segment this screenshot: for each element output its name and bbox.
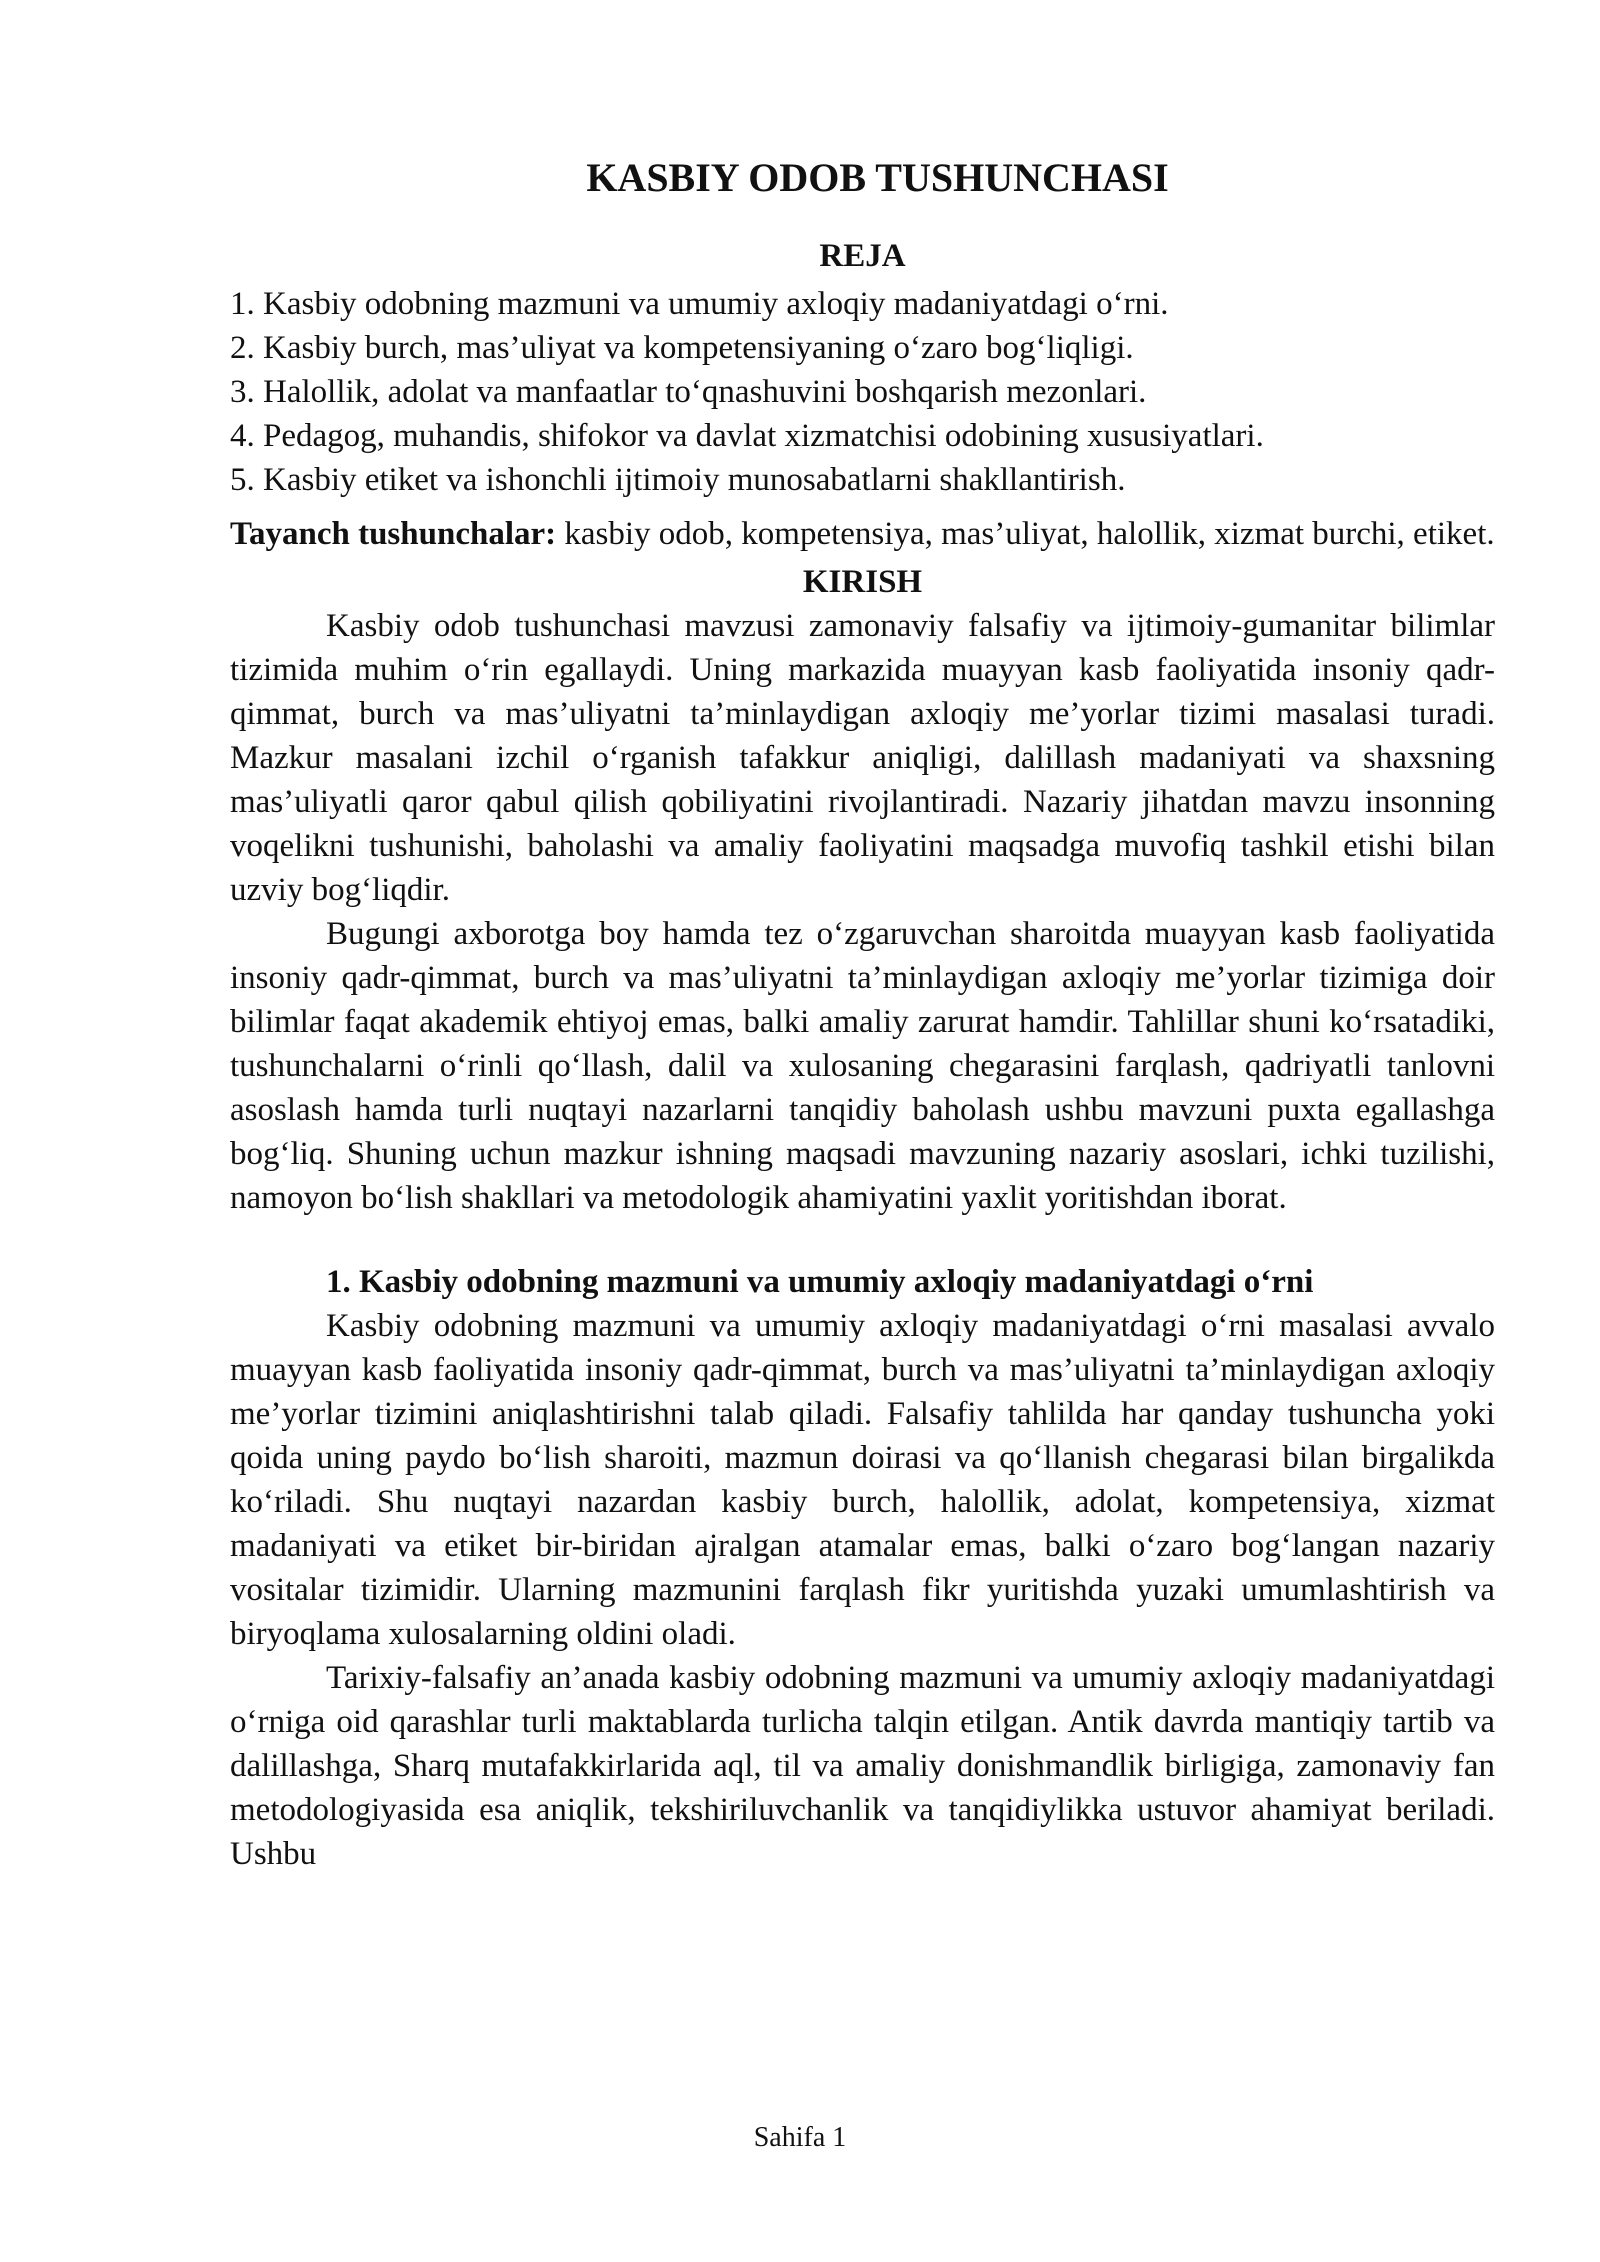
plan-item: 1. Kasbiy odobning mazmuni va umumiy axloqiy madaniyatdagi o‘rni. [230, 286, 1169, 322]
section-spacer [230, 1220, 1495, 1260]
section-1-paragraph: Tarixiy-falsafiy an’anada kasbiy odobning mazmuni va umumiy axloqiy madaniyatdagi o‘rniga oid qarashlar turli maktablarda turlicha talqin etilgan. Antik davrda mantiqiy tartib va dalillashga, Sharq mutafakkirlarida aql, til va amaliy donishmandlik birligiga, zamonaviy fan metodologiyasida esa aniqlik, tekshiriluvchanlik va tanqidiylikka ustuvor ahamiyat beriladi. Ushbu [230, 1660, 1495, 1872]
introduction-paragraph: Kasbiy odob tushunchasi mavzusi zamonaviy falsafiy va ijtimoiy-gumanitar bilimlar tizimida muhim o‘rin egallaydi. Uning markazida muayyan kasb faoliyatida insoniy qadr-qimmat, burch va mas’uliyatni ta’minlaydigan axloqiy me’yorlar tizimi masalasi turadi. Mazkur masalani izchil o‘rganish tafakkur aniqligi, dalillash madaniyati va shaxsning mas’uliyatli qaror qabul qilish qobiliyatini rivojlantiradi. Nazariy jihatdan mavzu insonning voqelikni tushunishi, baholashi va amaliy faoliyatini maqsadga muvofiq tashkil etishi bilan uzviy bog‘liqdir. [230, 608, 1495, 908]
plan-item: 3. Halollik, adolat va manfaatlar to‘qnashuvini boshqarish mezonlari. [230, 374, 1147, 410]
plan-list [230, 282, 1495, 502]
plan-item: 4. Pedagog, muhandis, shifokor va davlat xizmatchisi odobining xususiyatlari. [230, 418, 1264, 454]
page-number: Sahifa 1 [753, 2122, 847, 2153]
keywords-label: Tayanch tushunchalar: [230, 516, 557, 552]
document-title: KASBIY ODOB TUSHUNCHASI [586, 155, 1169, 200]
plan-item: 2. Kasbiy burch, mas’uliyat va kompetensiyaning o‘zaro bog‘liqligi. [230, 330, 1134, 366]
document-page [230, 150, 1495, 1876]
introduction-heading: KIRISH [802, 564, 923, 600]
introduction-paragraph: Bugungi axborotga boy hamda tez o‘zgaruvchan sharoitda muayyan kasb faoliyatida insoniy qadr-qimmat, burch va mas’uliyatni ta’minlaydigan axloqiy me’yorlar tizimiga doir bilimlar faqat akademik ehtiyoj emas, balki amaliy zarurat hamdir. Tahlillar shuni ko‘rsatadiki, tushunchalarni o‘rinli qo‘llash, dalil va xulosaning chegarasini farqlash, qadriyatli tanlovni asoslash hamda turli nuqtayi nazarlarni tanqidiy baholash ushbu mavzuni puxta egallashga bog‘liq. Shuning uchun mazkur ishning maqsadi mavzuning nazariy asoslari, ichki tuzilishi, namoyon bo‘lish shakllari va metodologik ahamiyatini yaxlit yoritishdan iborat. [230, 916, 1495, 1216]
plan-item: 5. Kasbiy etiket va ishonchli ijtimoiy munosabatlarni shakllantirish. [230, 462, 1126, 498]
section-1-paragraph: Kasbiy odobning mazmuni va umumiy axloqiy madaniyatdagi o‘rni masalasi avvalo muayyan kasb faoliyatida insoniy qadr-qimmat, burch va mas’uliyatni ta’minlaydigan axloqiy me’yorlar tizimini aniqlashtirishni talab qiladi. Falsafiy tahlilda har qanday tushuncha yoki qoida uning paydo bo‘lish sharoiti, mazmun doirasi va qo‘llanish chegarasi bilan birgalikda ko‘riladi. Shu nuqtayi nazardan kasbiy burch, halollik, adolat, kompetensiya, xizmat madaniyati va etiket bir-biridan ajralgan atamalar emas, balki o‘zaro bog‘langan nazariy vositalar tizimidir. Ularning mazmunini farqlash fikr yuritishda yuzaki umumlashtirish va biryoqlama xulosalarning oldini oladi. [230, 1308, 1495, 1652]
keywords-text: kasbiy odob, kompetensiya, mas’uliyat, halollik, xizmat burchi, etiket. [556, 516, 1495, 552]
plan-heading: REJA [819, 238, 906, 274]
keywords-paragraph [230, 512, 1495, 556]
section-1-heading: 1. Kasbiy odobning mazmuni va umumiy axloqiy madaniyatdagi o‘rni [326, 1264, 1314, 1300]
